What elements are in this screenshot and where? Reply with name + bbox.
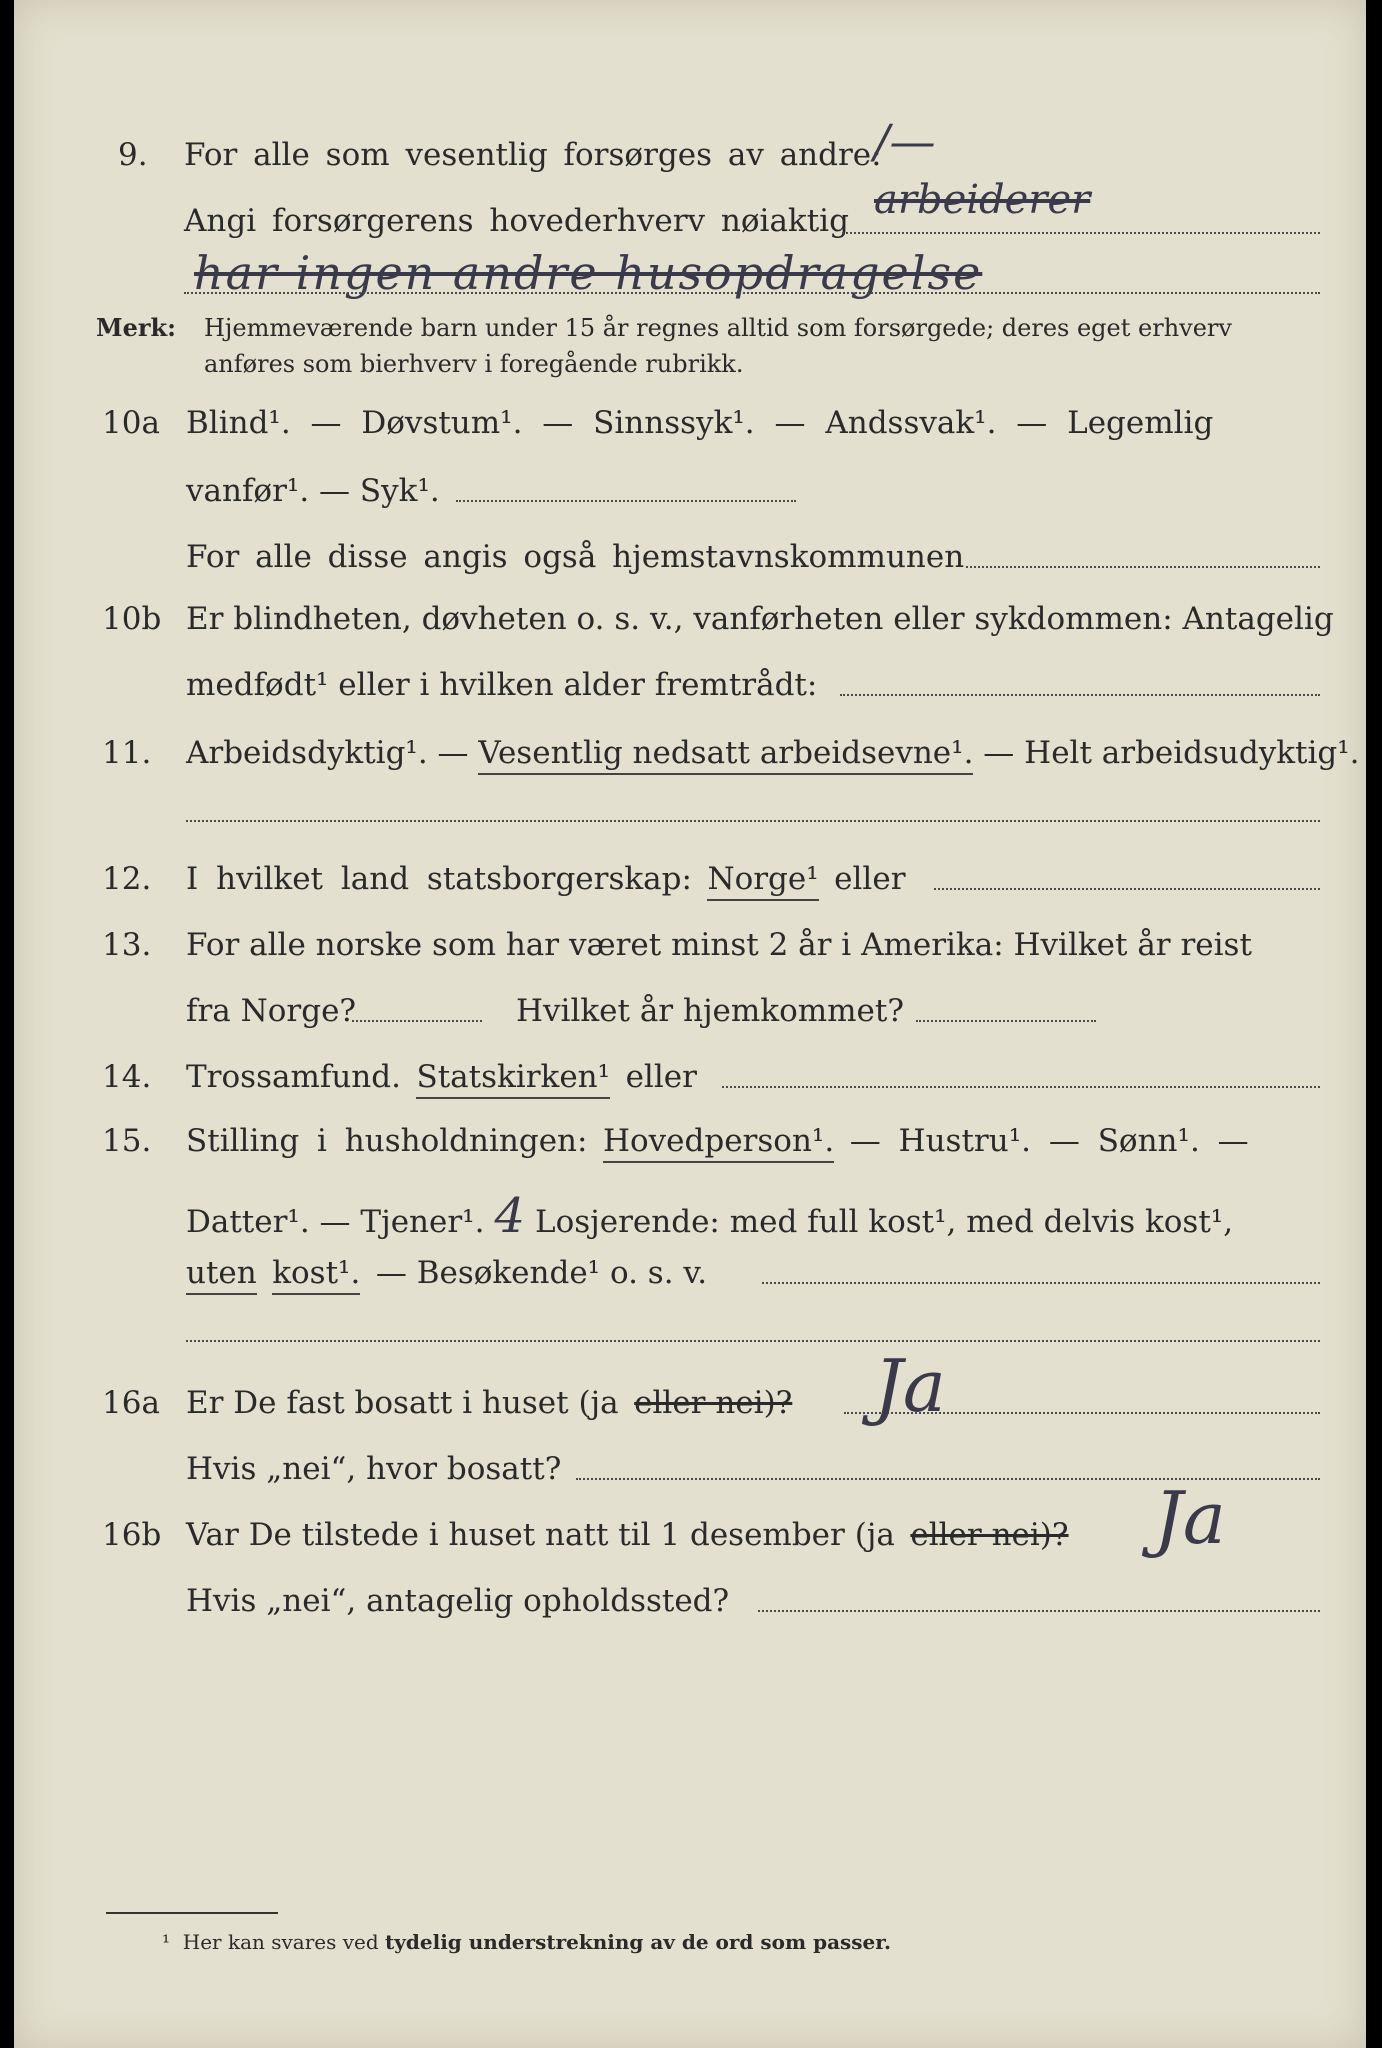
q15-l3-post: — Besøkende¹ o. s. v. xyxy=(375,1255,708,1291)
q14-answer-line xyxy=(722,1086,1320,1088)
q15-answer-line-1 xyxy=(762,1282,1320,1284)
q15-line2 xyxy=(186,1188,1234,1244)
q15-l2-a: Datter¹. — Tjener¹. xyxy=(186,1204,485,1240)
q10a-hjemstavn-line xyxy=(966,566,1320,568)
q13-reist-line xyxy=(352,1020,482,1022)
q15-handwritten-mark: 4 xyxy=(494,1188,525,1244)
q16b-number: 16b xyxy=(102,1517,162,1553)
q16a-struck: eller nei)? xyxy=(634,1385,793,1421)
q14-number: 14. xyxy=(102,1059,152,1095)
q16b-pre: Var De tilstede i huset natt til 1 desember (ja xyxy=(186,1517,895,1553)
q14-pre: Trossamfund. xyxy=(186,1059,401,1095)
q16a-handwritten-answer: Ja xyxy=(874,1344,946,1428)
footnote-rule xyxy=(106,1912,278,1914)
q9-number: 9. xyxy=(118,137,148,173)
q16a-line2: Hvis „nei“, hvor bosatt? xyxy=(186,1451,562,1487)
q10a-syk-line xyxy=(456,500,796,502)
q15-l1-rest: — Hustru¹. — Sønn¹. — xyxy=(849,1123,1249,1159)
footnote-pre: Her kan svares ved xyxy=(182,1930,379,1954)
q15-underlined-uten: uten xyxy=(186,1255,257,1295)
q15-answer-line-2 xyxy=(186,1340,1320,1342)
q16a-line1 xyxy=(186,1385,793,1421)
merk-line2: anføres som bierhverv i foregående rubrikk. xyxy=(204,350,744,378)
q11-pre: Arbeidsdyktig¹. — xyxy=(186,735,479,771)
q9-line2: Angi forsørgerens hovederhverv nøiaktig xyxy=(184,203,849,239)
q11-post: — Helt arbeidsudyktig¹. xyxy=(973,735,1360,771)
q12-answer-line xyxy=(934,888,1320,890)
q12-post: eller xyxy=(834,861,906,897)
q11-line xyxy=(186,735,1360,771)
q15-line1 xyxy=(186,1123,1249,1159)
q15-l2-b: Losjerende: med full kost¹, med delvis kost¹, xyxy=(535,1204,1234,1240)
q14-post: eller xyxy=(625,1059,697,1095)
merk-label: Merk: xyxy=(96,313,176,342)
q16b-line1 xyxy=(186,1517,1069,1553)
q11-answer-line xyxy=(186,820,1320,822)
q12-line xyxy=(186,861,906,897)
q16b-line2: Hvis „nei“, antagelig opholdssted? xyxy=(186,1583,730,1619)
q10a-line1: Blind¹. — Døvstum¹. — Sinnssyk¹. — Andssvak¹. — Legemlig xyxy=(186,405,1214,441)
q10b-line2: medfødt¹ eller i hvilken alder fremtrådt: xyxy=(186,667,818,703)
q13-number: 13. xyxy=(102,927,152,963)
q14-line xyxy=(186,1059,697,1095)
footnote-bold: tydelig understrekning av de ord som passer. xyxy=(385,1930,891,1954)
q12-underlined-answer: Norge¹ xyxy=(707,861,818,901)
census-form-page xyxy=(14,0,1366,2048)
q9-handwritten-struck-1: arbeiderer xyxy=(874,177,1091,223)
q15-line3 xyxy=(186,1255,708,1291)
q11-number: 11. xyxy=(102,735,152,771)
q10b-answer-line xyxy=(840,694,1320,696)
q12-pre: I hvilket land statsborgerskap: xyxy=(186,861,692,897)
q16a-number: 16a xyxy=(102,1385,160,1421)
q9-answer-line-1 xyxy=(842,232,1320,234)
q12-number: 12. xyxy=(102,861,152,897)
q11-underlined-answer: Vesentlig nedsatt arbeidsevne¹. xyxy=(478,735,973,775)
q9-answer-line-2 xyxy=(184,292,1320,294)
q13-line2a: fra Norge? xyxy=(186,993,357,1029)
merk-line1: Hjemmeværende barn under 15 år regnes alltid som forsørgede; deres eget erhverv xyxy=(204,314,1232,342)
q15-underlined-hovedperson: Hovedperson¹. xyxy=(603,1123,834,1163)
q15-l1-pre: Stilling i husholdningen: xyxy=(186,1123,588,1159)
q13-hjemkommet-line xyxy=(916,1020,1096,1022)
q13-line1: For alle norske som har været minst 2 år i Amerika: Hvilket år reist xyxy=(186,927,1252,963)
footnote-mark: ¹ xyxy=(162,1930,171,1954)
q9-line1: For alle som vesentlig forsørges av andre: xyxy=(184,137,882,173)
q16b-struck: eller nei)? xyxy=(910,1517,1069,1553)
q16a-pre: Er De fast bosatt i huset (ja xyxy=(186,1385,619,1421)
q10b-line1: Er blindheten, døvheten o. s. v., vanførheten eller sykdommen: Antagelig xyxy=(186,601,1334,637)
footnote xyxy=(162,1932,891,1952)
q9-handwritten-dash: /— xyxy=(874,114,936,168)
q9-handwritten-struck-2: har ingen andre husopdragelse xyxy=(194,246,983,300)
q10a-number: 10a xyxy=(102,405,160,441)
q16b-handwritten-answer: Ja xyxy=(1154,1476,1226,1560)
q15-underlined-kost: kost¹. xyxy=(272,1255,360,1295)
q10a-line3: For alle disse angis også hjemstavnskommunen xyxy=(186,539,965,575)
q15-number: 15. xyxy=(102,1123,152,1159)
q14-underlined-answer: Statskirken¹ xyxy=(416,1059,610,1099)
q10a-line2: vanfør¹. — Syk¹. xyxy=(186,473,440,509)
q16b-opholdssted-line xyxy=(758,1610,1320,1612)
q10b-number: 10b xyxy=(102,601,162,637)
q13-line2b: Hvilket år hjemkommet? xyxy=(516,993,904,1029)
